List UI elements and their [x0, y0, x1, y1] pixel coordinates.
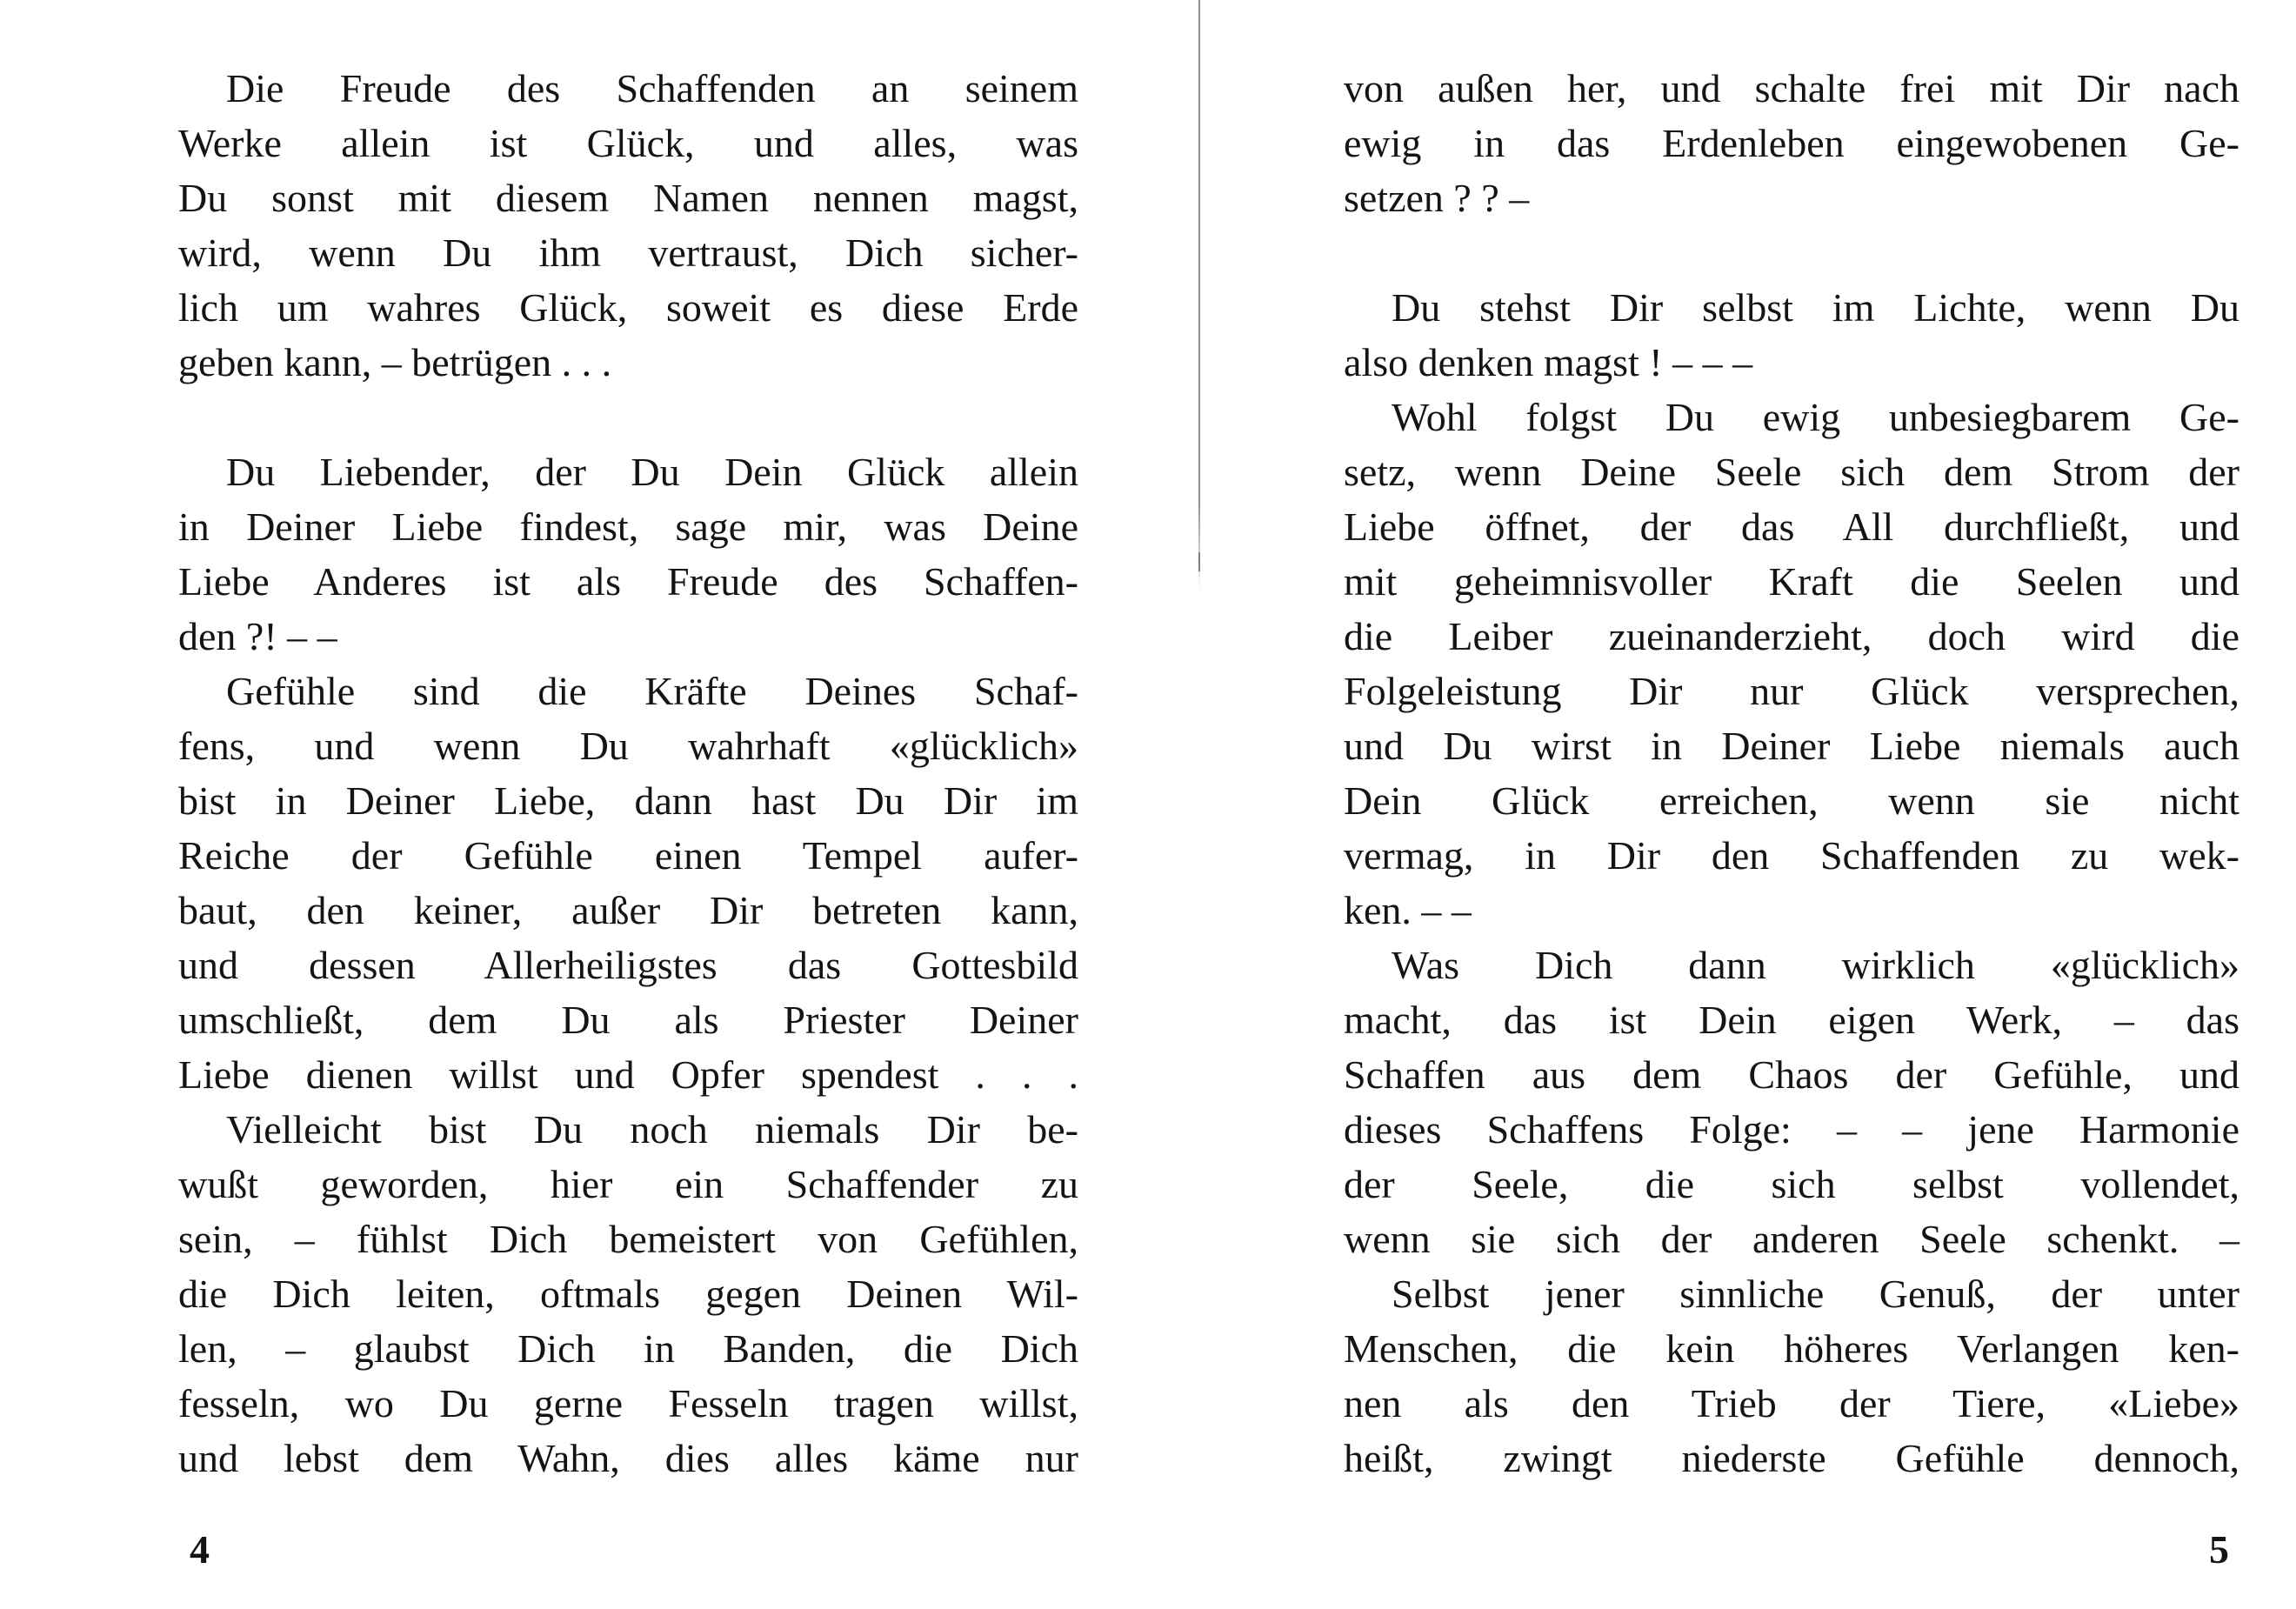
text-line: Was Dich dann wirklich «glücklich» [1392, 943, 2239, 987]
paragraph-gap [178, 390, 1078, 444]
text-line: ewig in das Erdenleben eingewobenen Ge- [1344, 121, 2239, 165]
text-line: Werke allein ist Glück, und alles, was [178, 121, 1078, 165]
text-line: in Deiner Liebe findest, sage mir, was Deine [178, 504, 1078, 549]
text-line: die Leiber zueinanderzieht, doch wird die [1344, 614, 2239, 658]
text-line: setzen ? ? – [1344, 176, 1530, 220]
right-page [1200, 0, 2296, 1609]
text-line: fesseln, wo Du gerne Fesseln tragen willst, [178, 1381, 1078, 1425]
text-line: von außen her, und schalte frei mit Dir nach [1344, 66, 2239, 110]
text-line: fens, und wenn Du wahrhaft «glücklich» [178, 724, 1078, 768]
page-number: 5 [2209, 1527, 2229, 1572]
text-line: Wohl folgst Du ewig unbesiegbarem Ge- [1392, 395, 2239, 439]
text-line: Du stehst Dir selbst im Lichte, wenn Du [1392, 285, 2239, 330]
text-line: geben kann, – betrügen . . . [178, 340, 612, 384]
text-line: Gefühle sind die Kräfte Deines Schaf- [226, 669, 1078, 713]
text-line: dieses Schaffens Folge: – – jene Harmonie [1344, 1107, 2239, 1152]
text-line: Liebe dienen willst und Opfer spendest . . . [178, 1052, 1078, 1097]
text-line: und lebst dem Wahn, dies alles käme nur [178, 1436, 1078, 1480]
text-line: und Du wirst in Deiner Liebe niemals auch [1344, 724, 2239, 768]
text-line: lich um wahres Glück, soweit es diese Erde [178, 285, 1078, 330]
text-line: macht, das ist Dein eigen Werk, – das [1344, 998, 2239, 1042]
text-line: wenn sie sich der anderen Seele schenkt. – [1344, 1217, 2239, 1261]
text-line: bist in Deiner Liebe, dann hast Du Dir im [178, 778, 1078, 823]
text-line: sein, – fühlst Dich bemeistert von Gefühlen, [178, 1217, 1078, 1261]
text-line: umschließt, dem Du als Priester Deiner [178, 998, 1078, 1042]
text-line: Liebe Anderes ist als Freude des Schaffen- [178, 559, 1078, 604]
text-line: baut, den keiner, außer Dir betreten kann, [178, 888, 1078, 932]
text-line: wird, wenn Du ihm vertraust, Dich sicher- [178, 230, 1078, 275]
text-line: ken. – – [1344, 888, 1472, 932]
text-line: Du sonst mit diesem Namen nennen magst, [178, 176, 1078, 220]
text-line: Schaffen aus dem Chaos der Gefühle, und [1344, 1052, 2239, 1097]
text-line: len, – glaubst Dich in Banden, die Dich [178, 1326, 1078, 1371]
text-line: nen als den Trieb der Tiere, «Liebe» [1344, 1381, 2239, 1425]
text-line: Dein Glück erreichen, wenn sie nicht [1344, 778, 2239, 823]
right-page-text [1344, 61, 2239, 1485]
text-line: Menschen, die kein höheres Verlangen ken- [1344, 1326, 2239, 1371]
text-line: Folgeleistung Dir nur Glück versprechen, [1344, 669, 2239, 713]
text-line: also denken magst ! – – – [1344, 340, 1753, 384]
paragraph-gap [1344, 225, 2239, 280]
left-page-text [178, 61, 1078, 1485]
text-line: Du Liebender, der Du Dein Glück allein [226, 450, 1078, 494]
text-line: vermag, in Dir den Schaffenden zu wek- [1344, 833, 2239, 878]
text-line: heißt, zwingt niederste Gefühle dennoch, [1344, 1436, 2239, 1480]
text-line: mit geheimnisvoller Kraft die Seelen und [1344, 559, 2239, 604]
text-line: Die Freude des Schaffenden an seinem [226, 66, 1078, 110]
text-line: den ?! – – [178, 614, 337, 658]
text-line: Reiche der Gefühle einen Tempel aufer- [178, 833, 1078, 878]
text-line: Vielleicht bist Du noch niemals Dir be- [226, 1107, 1078, 1152]
text-line: setz, wenn Deine Seele sich dem Strom der [1344, 450, 2239, 494]
text-line: der Seele, die sich selbst vollendet, [1344, 1162, 2239, 1206]
text-line: wußt geworden, hier ein Schaffender zu [178, 1162, 1078, 1206]
text-line: Selbst jener sinnliche Genuß, der unter [1392, 1272, 2239, 1316]
text-line: und dessen Allerheiligstes das Gottesbild [178, 943, 1078, 987]
text-line: Liebe öffnet, der das All durchfließt, und [1344, 504, 2239, 549]
text-line: die Dich leiten, oftmals gegen Deinen Wil- [178, 1272, 1078, 1316]
page-number: 4 [190, 1527, 210, 1572]
